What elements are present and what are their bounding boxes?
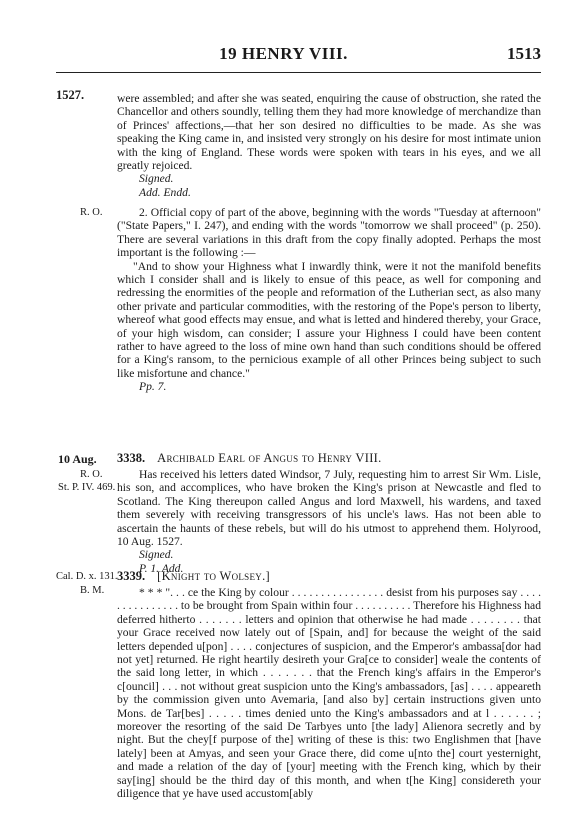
- paragraph-text: were assembled; and after she was seated, enquiring the cause of obstruction, she rated the Chancellor and others soundly, telling them they had more knowledge of merchandize than of Princes' affections,—that her son desired no difficulties to be made. As she was speaking the King came in, and insisted very strongly on his desire for most intimate union with the king of England. These words were spoken with tears in his eyes, and we all greatly rejoiced.: [117, 92, 541, 173]
- pages-note: P. 1. Add.: [139, 561, 184, 575]
- block-quote: "And to show your Highness what I inwardly think, were it not the manifold benefits which I consider shall and is likely to ensue of this peace, as well for componing and redressing the enormities of the people and reformation of the Lutherian sect, as also many other private and particular commodities, with the restoring of the Pope's person to liberty, whereof what good effects may ensue, and what is letted and hindered thereby, your Grace, of your high wisdom, can consider; I assure your Highness I could have been content rather to have agreed to the loss of mine own hand than such conditions should be offered for a King's ransom, to the pernicious example of all other Princes being subject to such like misfortune and chance.": [117, 259, 541, 380]
- margin-date: 10 Aug.: [58, 452, 97, 466]
- entry-heading-3339: [117, 569, 541, 584]
- entry-heading-3338: [117, 451, 541, 466]
- entry-number: 3339.: [117, 569, 146, 583]
- signature-note: Signed.: [139, 548, 174, 562]
- paragraph-official-copy: [117, 206, 541, 394]
- margin-source-bm: B. M.: [80, 585, 105, 596]
- endorsement-note: Add. Endd.: [139, 185, 191, 199]
- entry-number: 3338.: [117, 451, 146, 465]
- page-number: 1513: [507, 44, 541, 63]
- margin-source-ro: R. O.: [80, 207, 103, 218]
- running-title: 19 HENRY VIII.: [219, 44, 348, 63]
- entry-text: * * * ". . . ce the King by colour . . . . . . . . . . . . . . . . desist from his purposes say . . . . . . . . . . . . . . . to be brought from Spain within four . . . . . . . . . . Therefore his Highness had deferred hitherto . . . . . . . letters and opinion that otherwise he had made . . . . . . . . that your Grace received now lately out of [Spain, and] for because the weight of the said letters depended u[pon] . . . . conjectures of suspicion, and the Emperor's ambassa[dor had not yet] returned. He right heartily desireth your Gra[ce to consider] weale the contents of the said long letter, in which . . . . . . . that the French king's affairs in the Emperor's c[ouncil] . . . not without great suspicion unto the King's ambassadors, [as] . . . . appeareth by the commission given unto Avemaria, [and also by] certain instructions given unto Mons. de Tar[bes] . . . . . times denied unto the King's ambassadors and at l . . . . . . ; moreover the resorting of the said De Tarbyes unto [the lady] Alienora secretly and by night. But the chey[f purpose of the] writing of these is this: two Englishmen that [have lately] been at Amyas, and seen your Grace there, did come u[nto the] court yesternight, and made a relation of the day of [your] meeting with the French king, which by their say[ing] should be the third day of this month, and when t[he King] considereth your diligence that ye have used accustom[ably: [117, 586, 541, 801]
- entry-body-3338: [117, 468, 541, 575]
- margin-source-ro-2: R. O.: [80, 469, 103, 480]
- pages-note: Pp. 7.: [139, 380, 167, 394]
- entry-title: [Knight to Wolsey.]: [157, 569, 270, 583]
- running-head: [0, 44, 567, 68]
- entry-body-3339: [117, 586, 541, 801]
- margin-year: 1527.: [56, 88, 85, 102]
- signature-note: Signed.: [139, 172, 174, 186]
- margin-cal-ref: Cal. D. x. 131.: [56, 571, 118, 582]
- entry-title: Archibald Earl of Angus to Henry VIII.: [157, 451, 382, 465]
- paragraph-text: 2. Official copy of part of the above, beginning with the words "Tuesday at afternoon" ("State Papers," I. 247), and ending with the words "tomorrow we shall proceed" (p. 250). There are several variations in this draft from the copy finally adopted. Perhaps the most important is the following :—: [117, 206, 541, 260]
- margin-state-papers-ref: St. P. IV. 469.: [58, 482, 116, 493]
- entry-text: Has received his letters dated Windsor, 7 July, requesting him to arrest Sir Wm. Lisle, his son, and accomplices, who have broken the King's prison at Newcastle and fled to Scotland. The King thereupon called Angus and lord Maxwell, his wardens, and taxed them severely with receiving transgressors of his uncle's laws. Has not been able to ascertain the haunts of these rebels, but will do his utmost to apprehend them. Holyrood, 10 Aug. 1527.: [117, 468, 541, 549]
- paragraph-continuation: [117, 92, 541, 199]
- header-rule: [56, 72, 541, 73]
